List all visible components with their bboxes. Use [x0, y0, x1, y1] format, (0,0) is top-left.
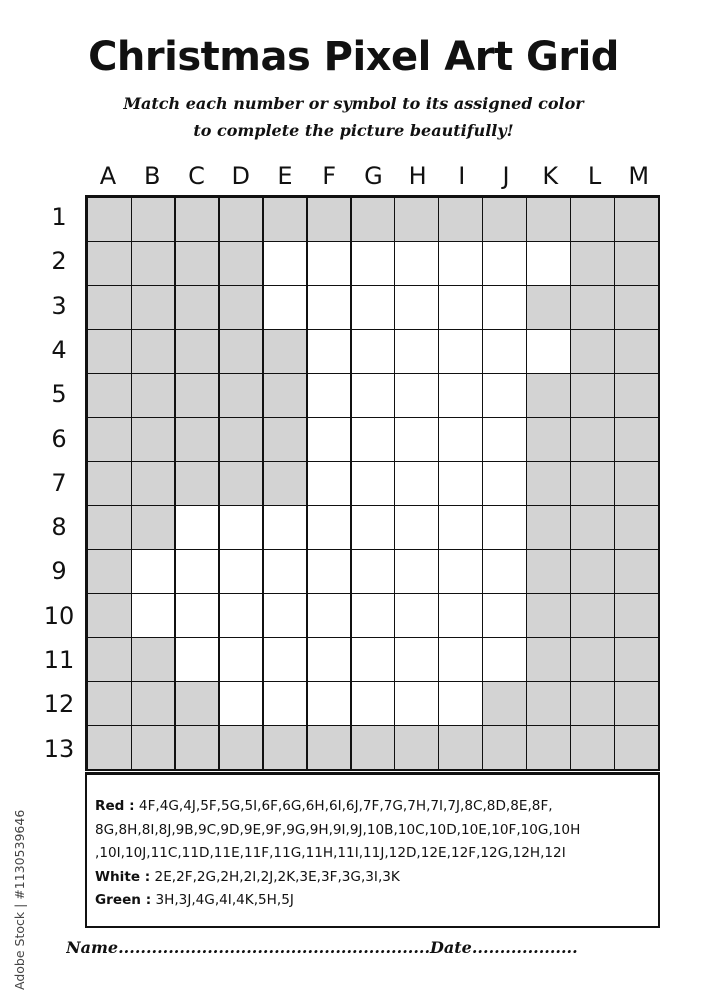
grid-cell-3H[interactable]	[394, 285, 439, 330]
grid-cell-3C[interactable]	[175, 285, 220, 330]
grid-cell-2F[interactable]	[307, 241, 352, 286]
grid-cell-13M[interactable]	[614, 725, 659, 770]
grid-cell-11B[interactable]	[131, 637, 176, 682]
grid-cell-4E[interactable]	[263, 329, 308, 374]
grid-cell-6E[interactable]	[263, 417, 308, 462]
grid-cell-8M[interactable]	[614, 505, 659, 550]
page-title: Christmas Pixel Art Grid	[88, 34, 619, 80]
grid-cell-12B[interactable]	[131, 681, 176, 726]
grid-cell-4G[interactable]	[351, 329, 396, 374]
grid-cell-9F[interactable]	[307, 549, 352, 594]
grid-cell-3B[interactable]	[131, 285, 176, 330]
grid-cell-3M[interactable]	[614, 285, 659, 330]
grid-cell-8C[interactable]	[175, 505, 220, 550]
grid-cell-4C[interactable]	[175, 329, 220, 374]
grid-cell-2A[interactable]	[87, 241, 132, 286]
grid-cell-4B[interactable]	[131, 329, 176, 374]
grid-cell-9M[interactable]	[614, 549, 659, 594]
grid-cell-3J[interactable]	[482, 285, 527, 330]
grid-cell-6L[interactable]	[570, 417, 615, 462]
grid-cell-3G[interactable]	[351, 285, 396, 330]
row-label-3: 3	[51, 291, 67, 320]
instructions	[0, 90, 707, 144]
grid-cell-10F[interactable]	[307, 593, 352, 638]
name-field[interactable]: Name........................................................	[66, 938, 431, 957]
grid-cell-13I[interactable]	[438, 725, 483, 770]
row-label-13: 13	[43, 734, 75, 763]
grid-cell-7I[interactable]	[438, 461, 483, 506]
grid-cell-8H[interactable]	[394, 505, 439, 550]
grid-cell-7C[interactable]	[175, 461, 220, 506]
row-label-7: 7	[51, 468, 67, 497]
grid-cell-1G[interactable]	[351, 197, 396, 242]
grid-cell-1L[interactable]	[570, 197, 615, 242]
grid-cell-9C[interactable]	[175, 549, 220, 594]
column-label-e: E	[277, 162, 293, 190]
grid-cell-13G[interactable]	[351, 725, 396, 770]
grid-cell-6K[interactable]	[526, 417, 571, 462]
grid-cell-5C[interactable]	[175, 373, 220, 418]
grid-cell-1J[interactable]	[482, 197, 527, 242]
grid-cell-5L[interactable]	[570, 373, 615, 418]
grid-cell-5A[interactable]	[87, 373, 132, 418]
grid-cell-7A[interactable]	[87, 461, 132, 506]
grid-cell-7F[interactable]	[307, 461, 352, 506]
grid-cell-4F[interactable]	[307, 329, 352, 374]
grid-cell-11D[interactable]	[219, 637, 264, 682]
grid-cell-3K[interactable]	[526, 285, 571, 330]
grid-cell-8K[interactable]	[526, 505, 571, 550]
grid-cell-9B[interactable]	[131, 549, 176, 594]
grid-cell-1M[interactable]	[614, 197, 659, 242]
grid-cell-6M[interactable]	[614, 417, 659, 462]
grid-cell-5D[interactable]	[219, 373, 264, 418]
grid-cell-7D[interactable]	[219, 461, 264, 506]
grid-cell-9E[interactable]	[263, 549, 308, 594]
column-label-i: I	[458, 162, 466, 190]
grid-cell-5J[interactable]	[482, 373, 527, 418]
color-key	[85, 772, 660, 928]
grid-cell-9K[interactable]	[526, 549, 571, 594]
grid-cell-5G[interactable]	[351, 373, 396, 418]
row-label-2: 2	[51, 247, 67, 276]
column-label-k: K	[542, 162, 559, 190]
key-white	[95, 866, 650, 890]
grid-cell-2D[interactable]	[219, 241, 264, 286]
grid-cell-12I[interactable]	[438, 681, 483, 726]
grid-cell-12M[interactable]	[614, 681, 659, 726]
grid-cell-2G[interactable]	[351, 241, 396, 286]
grid-cell-9L[interactable]	[570, 549, 615, 594]
column-label-m: M	[628, 162, 650, 190]
grid-cell-1B[interactable]	[131, 197, 176, 242]
grid-cell-2L[interactable]	[570, 241, 615, 286]
grid-cell-7E[interactable]	[263, 461, 308, 506]
grid-cell-8I[interactable]	[438, 505, 483, 550]
column-label-d: D	[231, 162, 250, 190]
grid-cell-11H[interactable]	[394, 637, 439, 682]
key-green-values: 3H,3J,4G,4I,4K,5H,5J	[155, 892, 294, 908]
grid-cell-5E[interactable]	[263, 373, 308, 418]
grid-cell-6I[interactable]	[438, 417, 483, 462]
grid-cell-3L[interactable]	[570, 285, 615, 330]
instructions-line-1: Match each number or symbol to its assigned color	[123, 94, 584, 113]
grid-cell-3D[interactable]	[219, 285, 264, 330]
key-white-values: 2E,2F,2G,2H,2I,2J,2K,3E,3F,3G,3I,3K	[154, 868, 400, 885]
grid-cell-10I[interactable]	[438, 593, 483, 638]
grid-cell-2H[interactable]	[394, 241, 439, 286]
grid-cell-10G[interactable]	[351, 593, 396, 638]
grid-cell-8L[interactable]	[570, 505, 615, 550]
grid-cell-7J[interactable]	[482, 461, 527, 506]
grid-cell-5F[interactable]	[307, 373, 352, 418]
grid-cell-13L[interactable]	[570, 725, 615, 770]
row-label-12: 12	[43, 690, 75, 719]
grid-cell-10L[interactable]	[570, 593, 615, 638]
grid-cell-12L[interactable]	[570, 681, 615, 726]
grid-cell-9H[interactable]	[394, 549, 439, 594]
grid-cell-13B[interactable]	[131, 725, 176, 770]
column-label-c: C	[188, 162, 205, 190]
row-label-6: 6	[51, 424, 67, 453]
grid-cell-10D[interactable]	[219, 593, 264, 638]
grid-cell-8F[interactable]	[307, 505, 352, 550]
grid-cell-6A[interactable]	[87, 417, 132, 462]
grid-cell-11A[interactable]	[87, 637, 132, 682]
grid-cell-11L[interactable]	[570, 637, 615, 682]
grid-cell-7B[interactable]	[131, 461, 176, 506]
grid-cell-7H[interactable]	[394, 461, 439, 506]
grid-cell-1A[interactable]	[87, 197, 132, 242]
column-label-b: B	[143, 162, 161, 190]
row-label-5: 5	[51, 380, 67, 409]
grid-cell-13K[interactable]	[526, 725, 571, 770]
grid-cell-10E[interactable]	[263, 593, 308, 638]
grid-cell-2M[interactable]	[614, 241, 659, 286]
grid-cell-9I[interactable]	[438, 549, 483, 594]
column-label-j: J	[502, 162, 510, 190]
grid-cell-12J[interactable]	[482, 681, 527, 726]
grid-cell-11E[interactable]	[263, 637, 308, 682]
row-label-4: 4	[51, 335, 67, 364]
instructions-line-2: to complete the picture beautifully!	[193, 121, 514, 140]
grid-cell-13H[interactable]	[394, 725, 439, 770]
grid-cell-6D[interactable]	[219, 417, 264, 462]
grid-cell-12E[interactable]	[263, 681, 308, 726]
grid-cell-6H[interactable]	[394, 417, 439, 462]
grid-cell-13E[interactable]	[263, 725, 308, 770]
grid-cell-4L[interactable]	[570, 329, 615, 374]
grid-cell-6J[interactable]	[482, 417, 527, 462]
grid-cell-9J[interactable]	[482, 549, 527, 594]
key-green	[95, 889, 650, 913]
grid-cell-1D[interactable]	[219, 197, 264, 242]
grid-cell-2J[interactable]	[482, 241, 527, 286]
key-red-values: 4F,4G,4J,5F,5G,5I,6F,6G,6H,6I,6J,7F,7G,7H,7I,7J,8C,8D,8E,8F, 8G,8H,8I,8J,9B,9C,9D,9E,9F,9G,9H,9I,9J,10B,10C,10D,10E,10F,10G,10H ,10I,10J,11C,11D,11E,11F,11G,11H,11I,11J,12D,12E,12F,12G,12H,12I	[95, 798, 581, 861]
row-label-1: 1	[51, 203, 67, 231]
key-green-label: Green :	[95, 892, 152, 908]
grid-cell-1C[interactable]	[175, 197, 220, 242]
row-label-9: 9	[51, 557, 67, 586]
grid-cell-2C[interactable]	[175, 241, 220, 286]
grid-cell-10M[interactable]	[614, 593, 659, 638]
grid-cell-10J[interactable]	[482, 593, 527, 638]
grid-cell-5H[interactable]	[394, 373, 439, 418]
grid-cell-11G[interactable]	[351, 637, 396, 682]
grid-cell-6G[interactable]	[351, 417, 396, 462]
grid-cell-4J[interactable]	[482, 329, 527, 374]
grid-cell-12D[interactable]	[219, 681, 264, 726]
grid-cell-4A[interactable]	[87, 329, 132, 374]
grid-cell-8G[interactable]	[351, 505, 396, 550]
grid-cell-12H[interactable]	[394, 681, 439, 726]
grid-cell-9G[interactable]	[351, 549, 396, 594]
grid-cell-3E[interactable]	[263, 285, 308, 330]
key-red	[95, 795, 650, 866]
grid-cell-1I[interactable]	[438, 197, 483, 242]
grid-cell-4M[interactable]	[614, 329, 659, 374]
grid-cell-12C[interactable]	[175, 681, 220, 726]
pixel-grid	[85, 195, 660, 771]
key-red-label: Red :	[95, 798, 135, 814]
grid-cell-10C[interactable]	[175, 593, 220, 638]
grid-cell-13C[interactable]	[175, 725, 220, 770]
grid-cell-11F[interactable]	[307, 637, 352, 682]
grid-cell-8D[interactable]	[219, 505, 264, 550]
column-label-g: G	[364, 162, 383, 190]
grid-cell-4H[interactable]	[394, 329, 439, 374]
grid-cell-2B[interactable]	[131, 241, 176, 286]
grid-cell-5I[interactable]	[438, 373, 483, 418]
grid-cell-12G[interactable]	[351, 681, 396, 726]
grid-cell-12F[interactable]	[307, 681, 352, 726]
grid-cell-10B[interactable]	[131, 593, 176, 638]
stock-watermark	[12, 755, 32, 990]
grid-cell-3I[interactable]	[438, 285, 483, 330]
row-label-10: 10	[43, 601, 75, 630]
stock-watermark-text: Adobe Stock | #1130539646	[12, 809, 27, 990]
grid-cell-9A[interactable]	[87, 549, 132, 594]
grid-cell-1E[interactable]	[263, 197, 308, 242]
grid-cell-11M[interactable]	[614, 637, 659, 682]
grid-cell-1K[interactable]	[526, 197, 571, 242]
grid-cell-7L[interactable]	[570, 461, 615, 506]
grid-cell-11I[interactable]	[438, 637, 483, 682]
grid-cell-6C[interactable]	[175, 417, 220, 462]
column-label-f: F	[322, 162, 337, 190]
date-field[interactable]: Date...................	[430, 938, 578, 957]
grid-cell-7M[interactable]	[614, 461, 659, 506]
grid-cell-2K[interactable]	[526, 241, 571, 286]
grid-cell-3F[interactable]	[307, 285, 352, 330]
grid-cell-3A[interactable]	[87, 285, 132, 330]
grid-cell-6F[interactable]	[307, 417, 352, 462]
grid-cell-8J[interactable]	[482, 505, 527, 550]
grid-cell-8E[interactable]	[263, 505, 308, 550]
column-label-a: A	[99, 162, 117, 190]
grid-cell-8B[interactable]	[131, 505, 176, 550]
grid-cell-4D[interactable]	[219, 329, 264, 374]
grid-cell-11C[interactable]	[175, 637, 220, 682]
row-label-8: 8	[51, 513, 67, 542]
footer-fields	[66, 938, 666, 957]
grid-cell-7K[interactable]	[526, 461, 571, 506]
grid-cell-2E[interactable]	[263, 241, 308, 286]
grid-cell-2I[interactable]	[438, 241, 483, 286]
grid-cell-6B[interactable]	[131, 417, 176, 462]
grid-cell-7G[interactable]	[351, 461, 396, 506]
key-white-label: White :	[95, 868, 151, 885]
row-label-11: 11	[43, 646, 75, 674]
grid-cell-10K[interactable]	[526, 593, 571, 638]
grid-cell-13D[interactable]	[219, 725, 264, 770]
grid-cell-4I[interactable]	[438, 329, 483, 374]
grid-cell-5K[interactable]	[526, 373, 571, 418]
grid-cell-13F[interactable]	[307, 725, 352, 770]
grid-cell-9D[interactable]	[219, 549, 264, 594]
grid-cell-13J[interactable]	[482, 725, 527, 770]
grid-cell-12A[interactable]	[87, 681, 132, 726]
grid-cell-5M[interactable]	[614, 373, 659, 418]
column-label-l: L	[587, 162, 602, 190]
grid-cell-8A[interactable]	[87, 505, 132, 550]
grid-cell-1F[interactable]	[307, 197, 352, 242]
grid-cell-10H[interactable]	[394, 593, 439, 638]
grid-cell-5B[interactable]	[131, 373, 176, 418]
grid-cell-4K[interactable]	[526, 329, 571, 374]
column-label-h: H	[408, 162, 427, 190]
grid-cell-11K[interactable]	[526, 637, 571, 682]
grid-cell-13A[interactable]	[87, 725, 132, 770]
grid-cell-12K[interactable]	[526, 681, 571, 726]
grid-cell-10A[interactable]	[87, 593, 132, 638]
grid-cell-11J[interactable]	[482, 637, 527, 682]
grid-cell-1H[interactable]	[394, 197, 439, 242]
